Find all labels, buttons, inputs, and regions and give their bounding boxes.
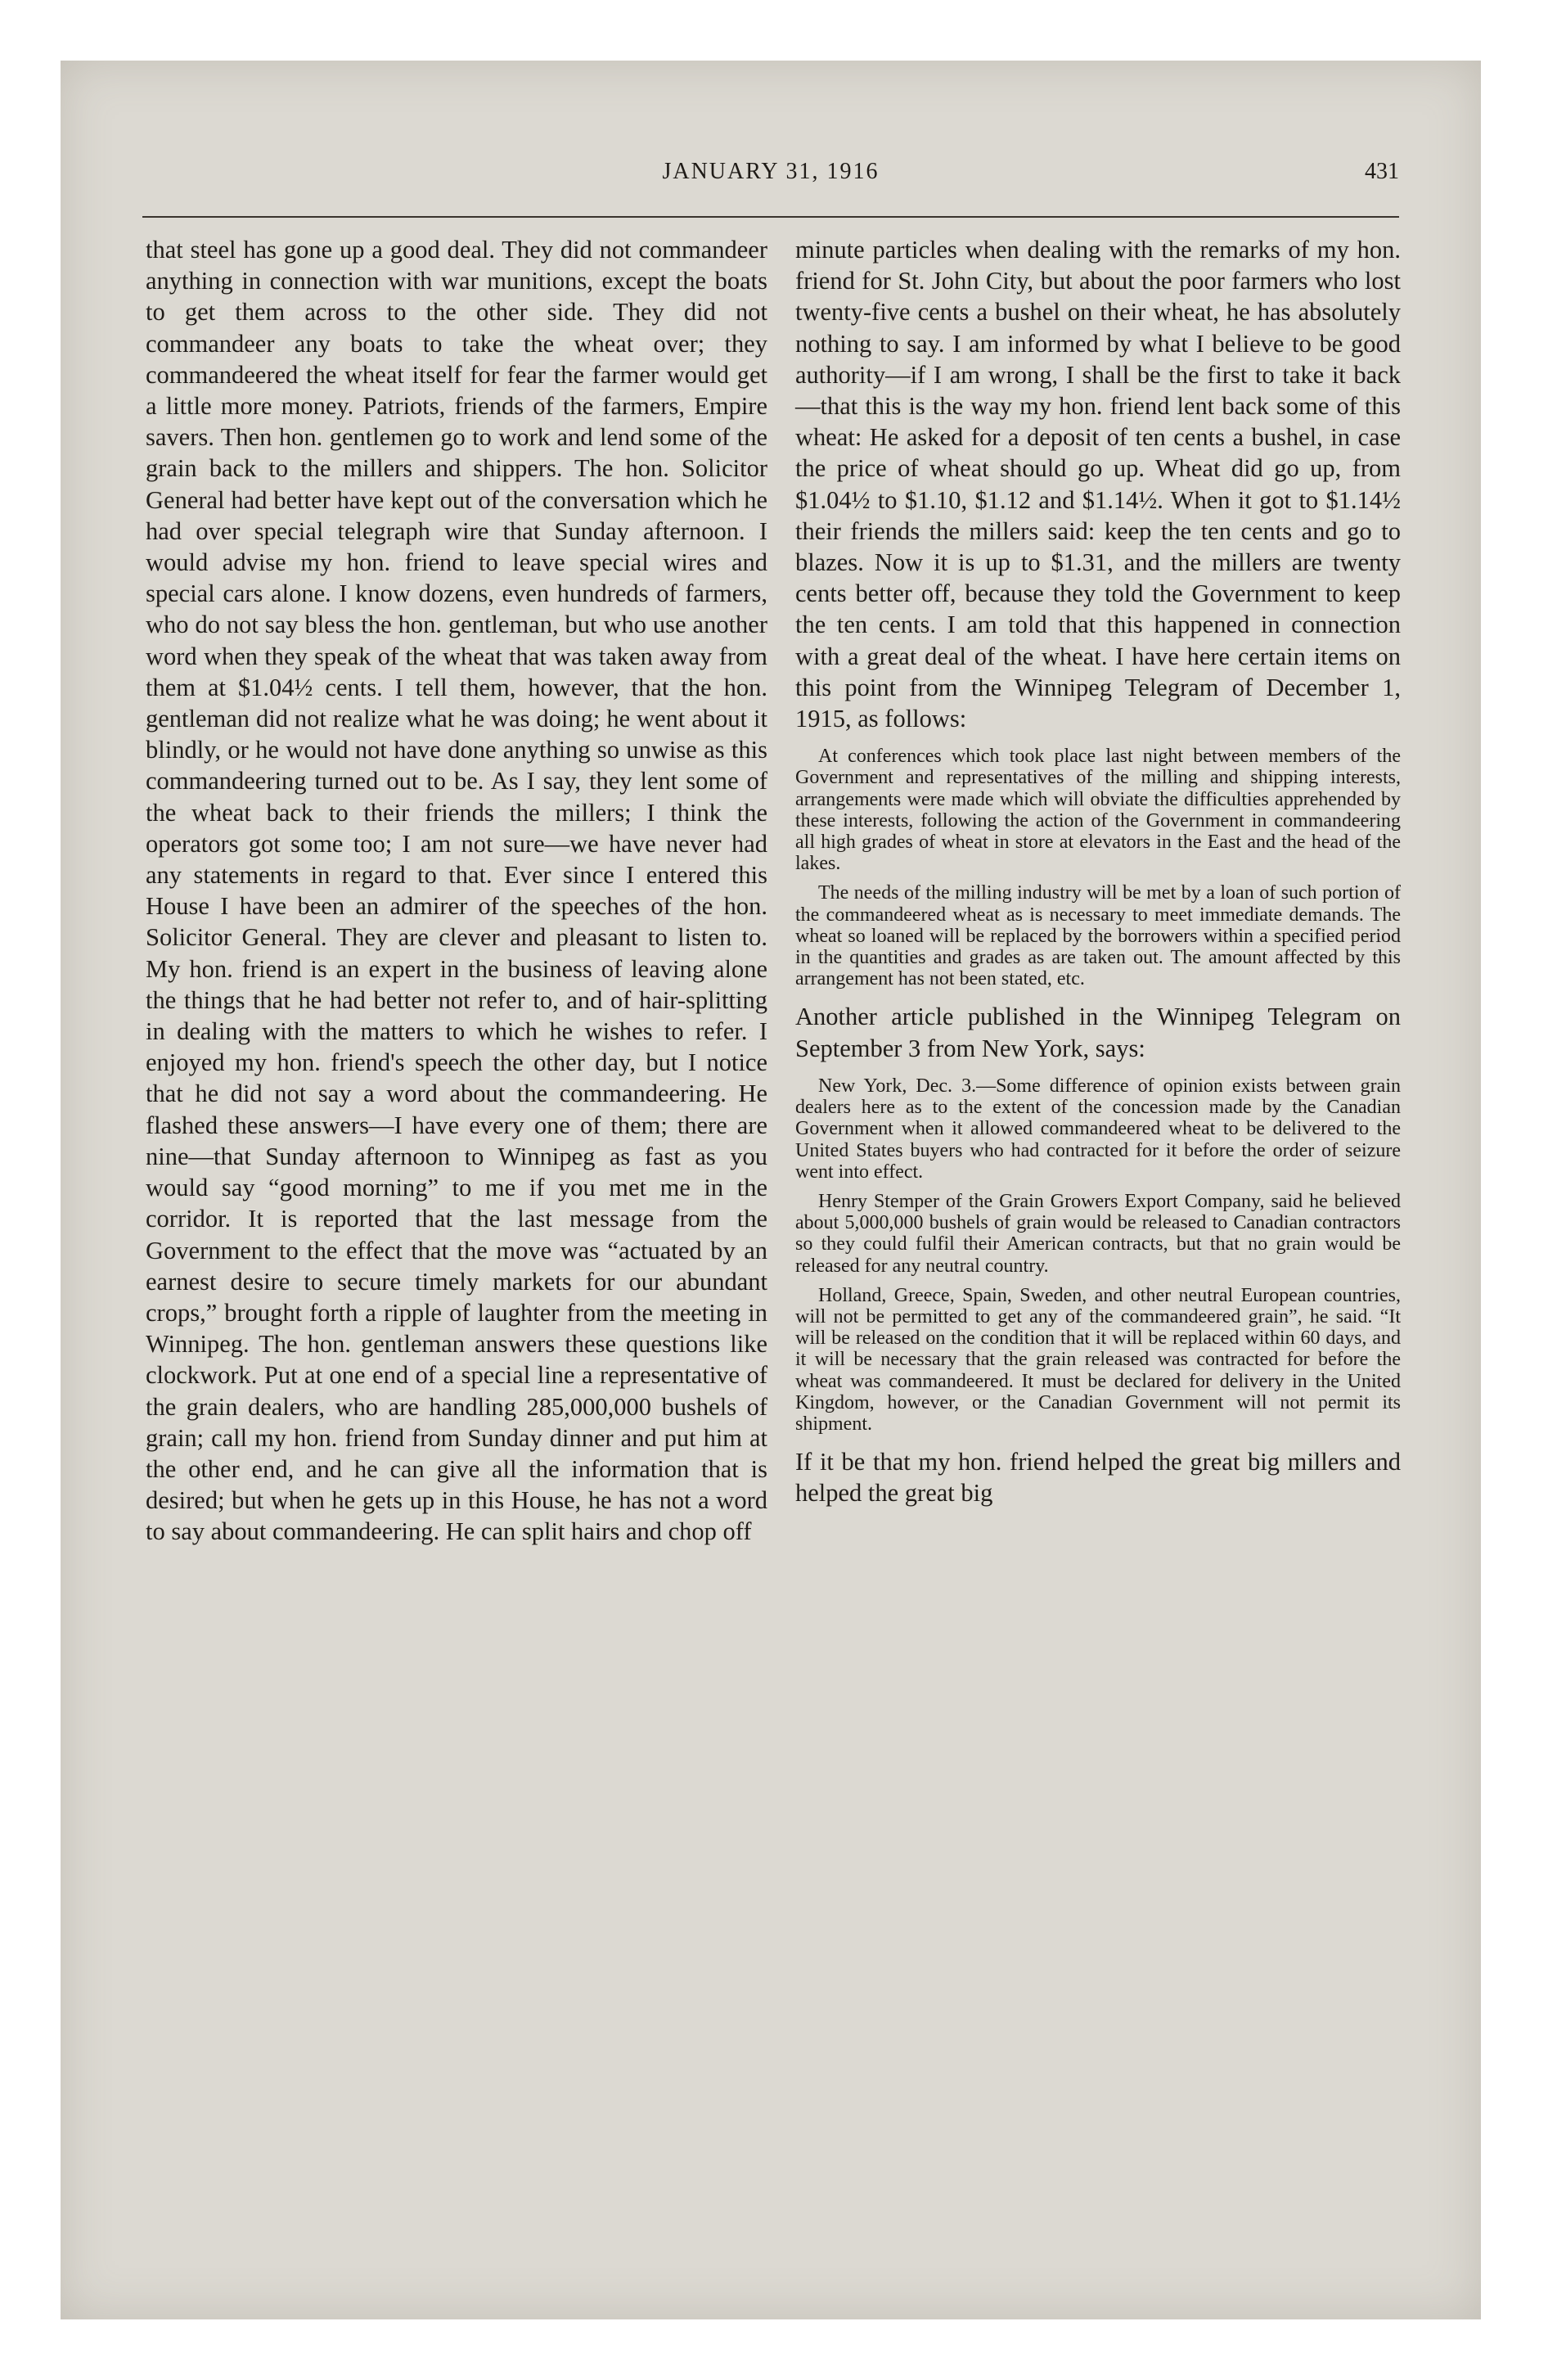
left-paragraph-1: that steel has gone up a good deal. They did not commandeer anything in connection with war munitions, except the boats to get them across to the other side. They did not commandeer any boats to take the wheat over; they commandeered the wheat itself for fear the farmer would get a little more money. Patriots, friends of the farmers, Empire savers. Then hon. gentlemen go to work and lend some of the grain back to the millers and shippers. The hon. Solicitor General had better have kept out of the conversation which he had over special telegraph wire that Sunday afternoon. I would advise my hon. friend to leave special wires and special cars alone. I know dozens, even hundreds of farmers, who do not say bless the hon. gentleman, but who use another word when they speak of the wheat that was taken away from them at $1.04½ cents. I tell them, however, that the hon. gentleman did not realize what he was doing; he went about it blindly, or he would not have done anything so unwise as this commandeering turned out to be. As I say, they lent some of the wheat back to their friends the millers; I think the operators got some too; I am not sure—we have never had any statements in regard to that. Ever since I entered this House I have been an admirer of the speeches of the hon. Solicitor General. They are clever and pleasant to listen to. My hon. friend is an expert in the business of leaving alone the things that he had better not refer to, and of hair-splitting in dealing with the matters to which he wishes to refer. I enjoyed my hon. friend's speech the other day, but I notice that he did not say a word about the commandeering. He flashed these answers—I have every one of them; there are nine—that Sunday afternoon to Winnipeg as fast as you would say “good morning” to me if you met me in the corridor. It is reported that the last message from the Government to the effect that the move was “actuated by an earnest desire to secure timely markets for our abundant crops,” brought forth a ripple of laughter from the meeting in Winnipeg. The hon. gentleman answers these questions like clockwork. Put at one end of a special line a representative of the grain dealers, who are handling 285,000,000 bushels of grain; call my hon. friend from Sunday dinner and put him at the other end, and he can give all the information that is desired; but when he gets up in this House, he has not a word to say about commandeering. He can split hairs and chop off — [146, 236, 767, 1546]
right-paragraph-1: minute particles when dealing with the remarks of my hon. friend for St. John City, but about the poor farmers who lost twenty-five cents a bushel on their wheat, he has absolutely nothing to say. I am informed by what I believe to be good authority—if I am wrong, I shall be the first to take it back—that this is the way my hon. friend lent back some of this wheat: He asked for a deposit of ten cents a bushel, in case the price of wheat should go up. Wheat did go up, from $1.04½ to $1.10, $1.12 and $1.14½. When it got to $1.14½ their friends the millers said: keep the ten cents and go to blazes. Now it is up to $1.31, and the millers are twenty cents better off, because they told the Government to keep the ten cents. I am told that this happened in connection with a great deal of the wheat. I have here certain items on this point from the Winnipeg Telegram of December 1, 1915, as follows: — [795, 236, 1401, 733]
left-column — [146, 234, 767, 1548]
quote-telegram-1: At conferences which took place last night between members of the Government and representatives of the milling and shipping interests, arrangements were made which will obviate the difficulties apprehended by these interests, following the action of the Government in commandeering all high grades of wheat in store at elevators in the East and the head of the lakes. — [795, 746, 1401, 875]
right-column — [795, 234, 1401, 1509]
header-date: JANUARY 31, 1916 — [662, 159, 880, 184]
quote-telegram-2: The needs of the milling industry will be met by a loan of such portion of the commandeered wheat as is necessary to meet immediate demands. The wheat so loaned will be replaced by the borrowers within a specified period in the quantities and grades as are taken out. The amount affected by this arrangement has not been stated, etc. — [795, 882, 1401, 990]
right-paragraph-2: Another article published in the Winnipeg Telegram on September 3 from New York, says: — [795, 1003, 1401, 1062]
right-paragraph-3: If it be that my hon. friend helped the great big millers and helped the great big — [795, 1448, 1401, 1508]
header-rule — [142, 216, 1399, 218]
scanned-page — [61, 61, 1481, 2319]
quote-newyork-2: Henry Stemper of the Grain Growers Export Company, said he believed about 5,000,000 bushels of grain would be released to Canadian contractors so they could fulfil their American contracts, but that no grain would be released for any neutral country. — [795, 1190, 1401, 1277]
quote-newyork-1: New York, Dec. 3.—Some difference of opinion exists between grain dealers here as to the extent of the concession made by the Canadian Government when it allowed commandeered wheat to be delivered to the United States buyers who had contracted for it before the order of seizure went into effect. — [795, 1075, 1401, 1183]
page-number: 431 — [1365, 159, 1399, 184]
quote-newyork-3: Holland, Greece, Spain, Sweden, and other neutral European countries, will not be permitted to get any of the commandeered grain”, he said. “It will be released on the condition that it will be replaced within 60 days, and it will be necessary that the grain released was contracted for before the wheat was commandeered. It must be declared for delivery in the United Kingdom, however, or the Canadian Government will not permit its shipment. — [795, 1284, 1401, 1435]
page-header — [61, 159, 1481, 200]
